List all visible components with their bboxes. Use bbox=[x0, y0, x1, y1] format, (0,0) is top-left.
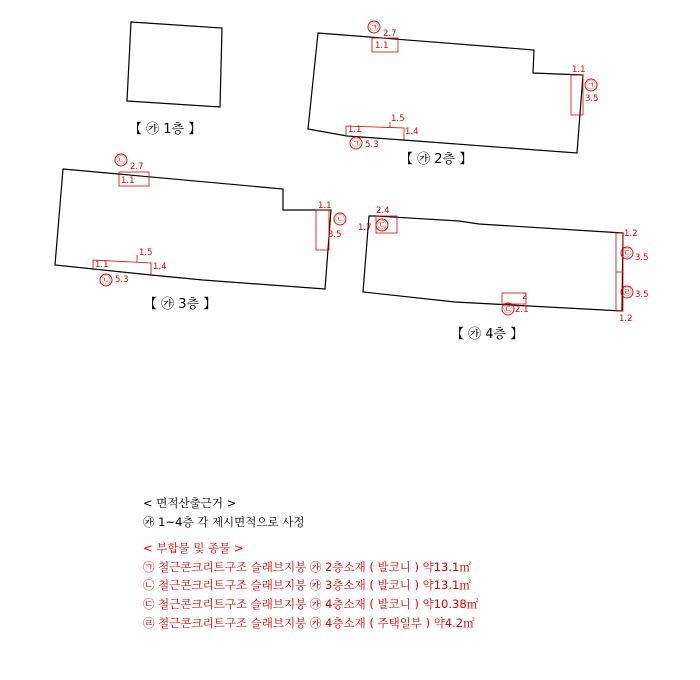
notes-heading: < 면적산출근거 > bbox=[143, 496, 237, 510]
dim-f2-top-w: 2.7 bbox=[383, 29, 397, 39]
notes-line1: ㉮ 1~4층 각 제시면적으로 사정 bbox=[143, 514, 305, 529]
dim-f4-left-d: 1.7 bbox=[358, 223, 372, 233]
dim-f4-right-d: 1.2 bbox=[619, 314, 633, 324]
dim-f2-right-w: 1.1 bbox=[572, 65, 586, 75]
floor3-outline bbox=[55, 169, 331, 289]
annex-item-da: ㉢ 철근콘크리트구조 슬래브지붕 ㉮ 4층소재 ( 발코니 ) 약10.38㎡ bbox=[143, 596, 479, 611]
dim-f3-right-d: 3.5 bbox=[328, 230, 342, 240]
dim-f2-bot-b: 5.3 bbox=[365, 140, 379, 150]
dim-f3-top-w: 2.7 bbox=[130, 162, 144, 172]
dim-f2-bot-c: 1.5 bbox=[391, 114, 405, 124]
floor1-outline bbox=[127, 22, 222, 107]
marker-ga-f2-right: ㉠ bbox=[586, 81, 596, 91]
marker-ga-f2-top: ㉠ bbox=[369, 23, 379, 33]
floor-label-4: 【 ㉮ 4층 】 bbox=[451, 327, 524, 342]
marker-na-f3-top: ㉡ bbox=[116, 156, 126, 166]
dim-f2-bot-d: 1.4 bbox=[405, 127, 419, 137]
floor-label-3: 【 ㉮ 3층 】 bbox=[144, 297, 217, 312]
floor-label-2: 【 ㉮ 2층 】 bbox=[400, 152, 473, 167]
dim-f3-right-w: 1.1 bbox=[318, 201, 332, 211]
floor2-outline bbox=[308, 33, 583, 153]
annex-item-ra: ㉣ 철근콘크리트구조 슬래브지붕 ㉮ 4층소재 ( 주택일부 ) 약4.2㎡ bbox=[143, 615, 475, 630]
dim-f4-right-a: 1.2 bbox=[624, 229, 638, 239]
dim-f3-bot-a: 1.1 bbox=[95, 260, 109, 270]
marker-da-f4-bottom: ㉢ bbox=[503, 305, 513, 315]
dim-f2-right-d: 3.5 bbox=[585, 94, 599, 104]
area-notes bbox=[143, 494, 478, 632]
annex-heading: < 부합물 및 종물 > bbox=[143, 541, 244, 556]
dim-f4-right-c: 3.5 bbox=[635, 290, 649, 300]
marker-na-f3-right: ㉡ bbox=[335, 215, 345, 225]
dim-f4-bot-a: 2.1 bbox=[515, 305, 529, 315]
marker-da-f4-right: ㉢ bbox=[622, 249, 632, 259]
dim-f3-top-d: 1.1 bbox=[121, 176, 135, 186]
dim-f3-bot-c: 1.5 bbox=[139, 248, 153, 258]
dim-f4-bot-b: 2 bbox=[522, 292, 528, 302]
dim-f3-bot-d: 1.4 bbox=[153, 262, 167, 272]
marker-da-f4-left: ㉢ bbox=[377, 221, 387, 231]
marker-na-f3-bottom: ㉡ bbox=[101, 276, 111, 286]
marker-ga-f2-bottom: ㉠ bbox=[351, 139, 361, 149]
annex-item-na: ㉡ 철근콘크리트구조 슬래브지붕 ㉮ 3층소재 ( 발코니 ) 약13.1㎡ bbox=[143, 578, 471, 593]
dim-f3-bot-b: 5.3 bbox=[115, 275, 129, 285]
marker-ra-f4-right: ㉣ bbox=[622, 288, 632, 298]
floor4-outline bbox=[363, 216, 623, 311]
floor-label-1: 【 ㉮ 1층 】 bbox=[129, 122, 202, 137]
dim-f2-bot-a: 1.1 bbox=[348, 125, 362, 135]
dim-f2-top-d: 1.1 bbox=[375, 41, 389, 51]
dim-f4-right-b: 3.5 bbox=[635, 253, 649, 263]
annex-item-ga: ㉠ 철근콘크리트구조 슬래브지붕 ㉮ 2층소재 ( 발코니 ) 약13.1㎡ bbox=[143, 559, 471, 574]
dim-f4-left-w: 2.4 bbox=[376, 206, 390, 216]
